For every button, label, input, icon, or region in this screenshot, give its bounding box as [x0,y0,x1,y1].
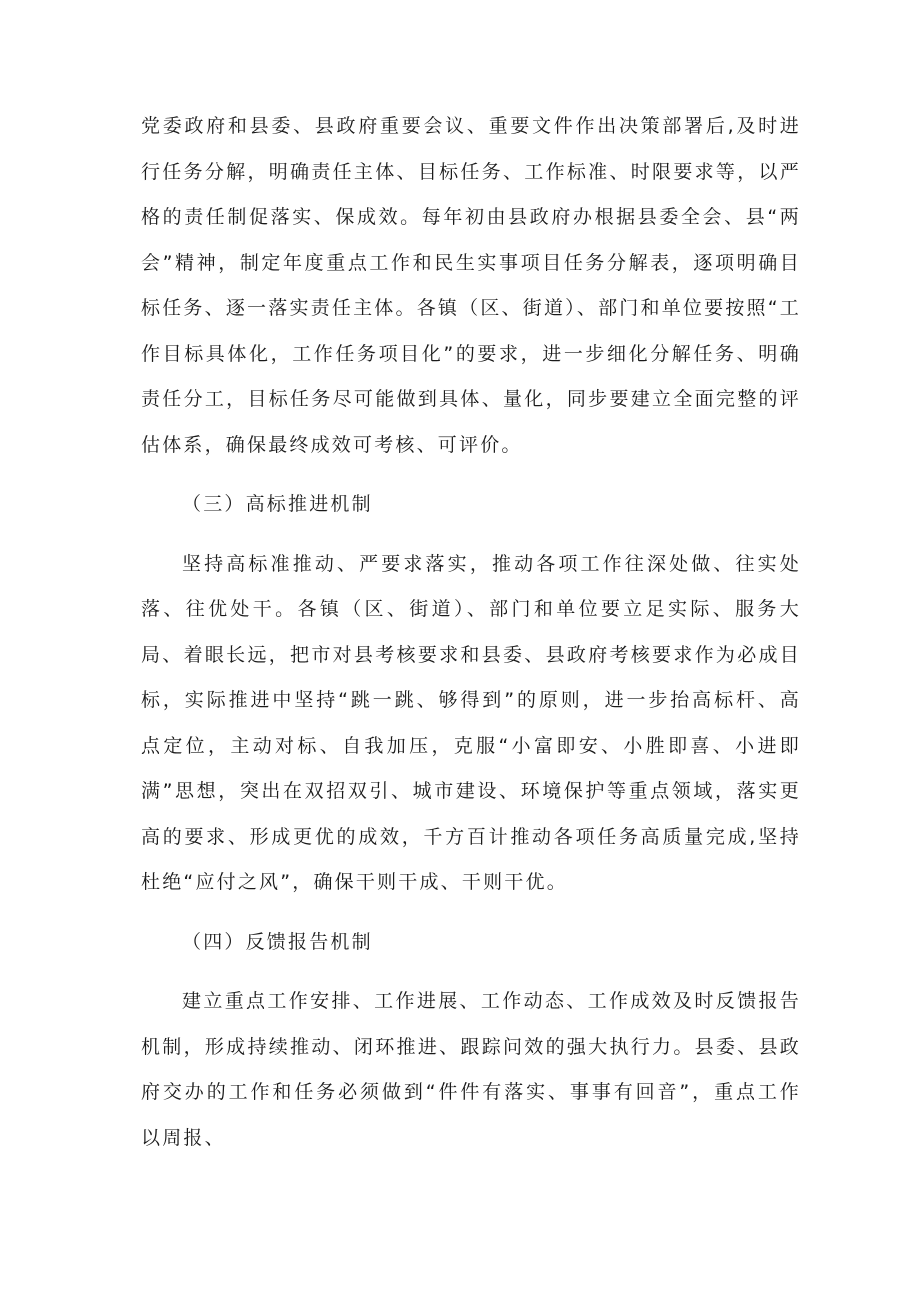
body-paragraph-continued: 党委政府和县委、县政府重要会议、重要文件作出决策部署后,及时进行任务分解，明确责任主体、目标任务、工作标准、时限要求等，以严格的责任制促落实、保成效。每年初由县政府办根据县委全会、县“两会”精神，制定年度重点工作和民生实事项目任务分解表，逐项明确目标任务、逐一落实责任主体。各镇（区、街道）、部门和单位要按照“工作目标具体化，工作任务项目化”的要求，进一步细化分解任务、明确责任分工，目标任务尽可能做到具体、量化，同步要建立全面完整的评估体系，确保最终成效可考核、可评价。 [141,115,801,456]
body-paragraph-high-standard: 坚持高标准推动、严要求落实，推动各项工作往深处做、往实处落、往优处干。各镇（区、街道）、部门和单位要立足实际、服务大局、着眼长远，把市对县考核要求和县委、县政府考核要求作为必成目标，实际推进中坚持“跳一跳、够得到”的原则，进一步抬高标杆、高点定位，主动对标、自我加压，克服“小富即安、小胜即喜、小进即满”思想，突出在双招双引、城市建设、环境保护等重点领域，落实更高的要求、形成更优的成效，千方百计推动各项任务高质量完成,坚持杜绝“应付之风”，确保干则干成、干则干优。 [141,552,801,893]
section-heading-four: （四）反馈报告机制 [182,930,373,953]
section-heading-three: （三）高标推进机制 [182,493,373,515]
body-paragraph-feedback: 建立重点工作安排、工作进展、工作动态、工作成效及时反馈报告机制，形成持续推动、闭环推进、跟踪问效的强大执行力。县委、县政府交办的工作和任务必须做到“件件有落实、事事有回音”，重点工作以周报、 [141,990,801,1149]
document-body [141,104,801,1161]
